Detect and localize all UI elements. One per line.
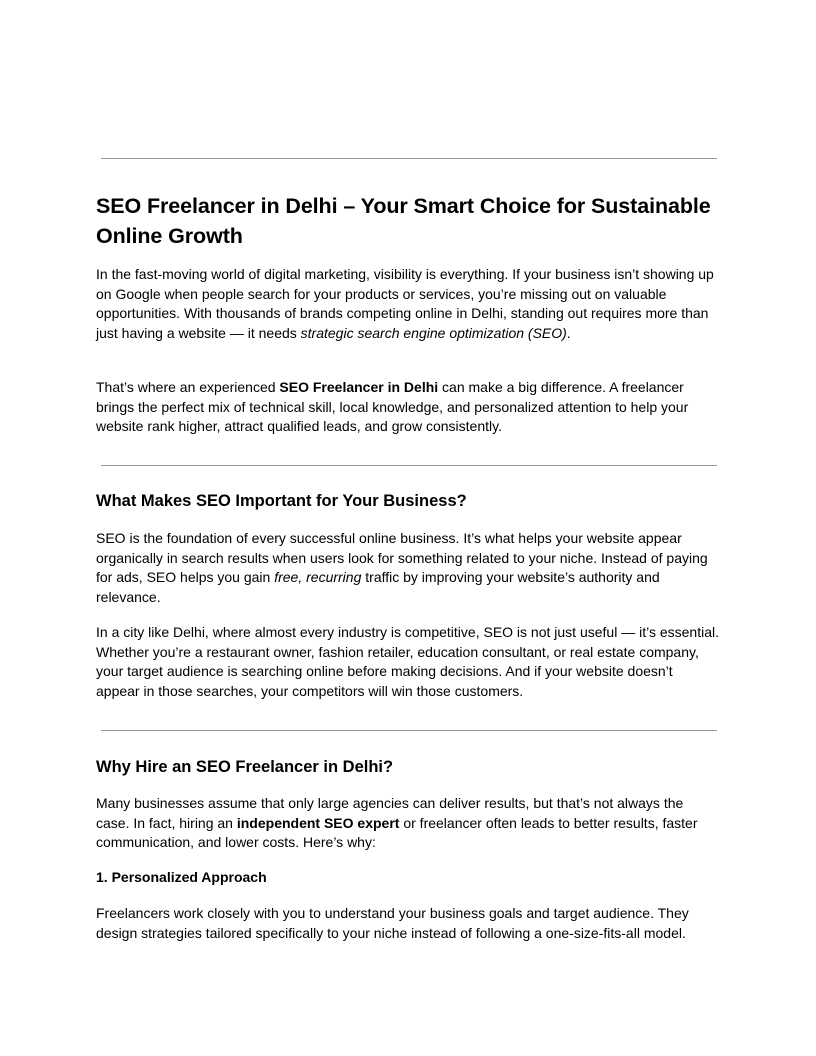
bold-phrase: independent SEO expert [236,814,400,831]
paragraph [96,794,720,853]
paragraph-text: SEO is the foundation of every successful online business. It’s what helps your website appear organically in search results when users look for something related to your niche. Instead of paying for ads, SEO helps you gain [96,530,708,586]
intro-paragraph-2 [96,378,720,437]
bold-phrase: SEO Freelancer in Delhi [279,379,439,395]
page-title: SEO Freelancer in Delhi – Your Smart Choice for Sustainable Online Growth [96,194,711,248]
paragraph-text: In the fast-moving world of digital marketing, visibility is everything. If your business isn’t showing up on Google when people search for your products or services, you’re missing out on valuable opportunities. With thousands of brands competing online in Delhi, standing out requires more than just having a website — it needs [96,266,714,341]
paragraph-text: Many businesses assume that only large agencies can deliver results, but that’s not always the case. In fact, hiring an [96,795,684,831]
paragraph-text: or freelancer often leads to better results, faster communication, and lower costs. Here’s why: [96,814,698,851]
section2-paragraph-1 [96,794,720,853]
horizontal-rule [101,158,717,159]
paragraph: Freelancers work closely with you to understand your business goals and target audience. They design strategies tailored specifically to your niche instead of following a one-size-fits-all model. [96,905,689,941]
paragraph-text: traffic by improving your website’s authority and relevance. [96,569,660,605]
section1-paragraph-2 [96,623,720,701]
paragraph [96,529,720,607]
subheading: 1. Personalized Approach [96,869,267,885]
horizontal-rule [101,465,717,466]
section2-subsection-paragraph [96,904,720,943]
subheading-block [96,867,720,887]
section-heading-block [96,490,720,512]
section-heading: Why Hire an SEO Freelancer in Delhi? [96,758,394,776]
horizontal-rule [101,730,717,731]
paragraph [96,265,720,343]
paragraph-text: That’s where an experienced [96,379,280,395]
title-block [96,191,720,251]
paragraph [96,378,720,437]
paragraph-end: . [566,324,571,341]
paragraph-text: can make a big difference. A freelancer brings the perfect mix of technical skill, local knowledge, and personalized attention to help your website rank higher, attract qualified leads, and grow consistently. [96,379,689,435]
section1-paragraph-1 [96,529,720,607]
italic-phrase: free, recurring [274,569,362,586]
intro-paragraph-1 [96,265,720,343]
paragraph: In a city like Delhi, where almost every industry is competitive, SEO is not just useful — it’s essential. Whether you’re a restaurant owner, fashion retailer, education consultant, or real estate company, your target audience is searching online before making decisions. And if your website doesn’t appear in those searches, your competitors will win those customers. [96,624,719,699]
italic-phrase: strategic search engine optimization (SEO) [300,324,567,341]
section-heading: What Makes SEO Important for Your Business? [96,492,467,510]
section-heading-block [96,756,720,778]
